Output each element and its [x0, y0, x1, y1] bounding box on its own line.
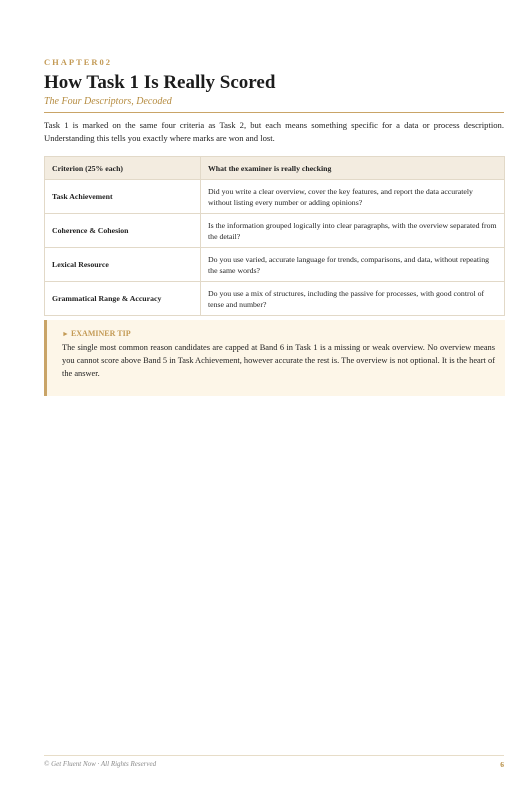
criterion-cell: Task Achievement [45, 180, 201, 214]
table-row [45, 214, 505, 248]
column-header-criterion: Criterion (25% each) [45, 157, 201, 180]
criterion-cell: Grammatical Range & Accuracy [45, 282, 201, 316]
table-row [45, 180, 505, 214]
intro-paragraph: Task 1 is marked on the same four criteria as Task 2, but each means something specific for a data or process description. Understanding this tells you exactly where marks are won and lost. [44, 120, 504, 143]
check-cell: Did you write a clear overview, cover the key features, and report the data accurately without listing every number or adding opinions? [201, 180, 505, 214]
table-row [45, 248, 505, 282]
examiner-tip-box [44, 320, 505, 396]
table-header-row [45, 157, 505, 180]
criteria-table [44, 156, 505, 316]
title-divider [44, 112, 504, 113]
chapter-label: CHAPTER02 [44, 57, 113, 67]
tip-label: EXAMINER TIP [70, 329, 131, 338]
table-row [45, 282, 505, 316]
check-cell: Do you use varied, accurate language for trends, comparisons, and data, without repeating the same words? [201, 248, 505, 282]
check-cell: Is the information grouped logically into clear paragraphs, with the overview separated from the detail? [201, 214, 505, 248]
footer-copyright: © Get Fluent Now · All Rights Reserved [44, 760, 157, 768]
column-header-check: What the examiner is really checking [201, 157, 505, 180]
criterion-cell: Lexical Resource [45, 248, 201, 282]
page-number: 6 [500, 760, 504, 769]
tip-body: The single most common reason candidates are capped at Band 6 in Task 1 is a missing or weak overview. No overview means you cannot score above Band 5 in Task Achievement, however accurate the rest is. The overview is not optional. It is the heart of the answer. [62, 343, 495, 378]
page-title: How Task 1 Is Really Scored [44, 72, 276, 93]
pointer-arrow-icon: ► [62, 330, 69, 338]
check-cell: Do you use a mix of structures, including the passive for processes, with good control of tense and number? [201, 282, 505, 316]
page-subtitle: The Four Descriptors, Decoded [44, 96, 172, 107]
footer-divider [44, 755, 504, 756]
tip-heading [62, 329, 495, 338]
criterion-cell: Coherence & Cohesion [45, 214, 201, 248]
